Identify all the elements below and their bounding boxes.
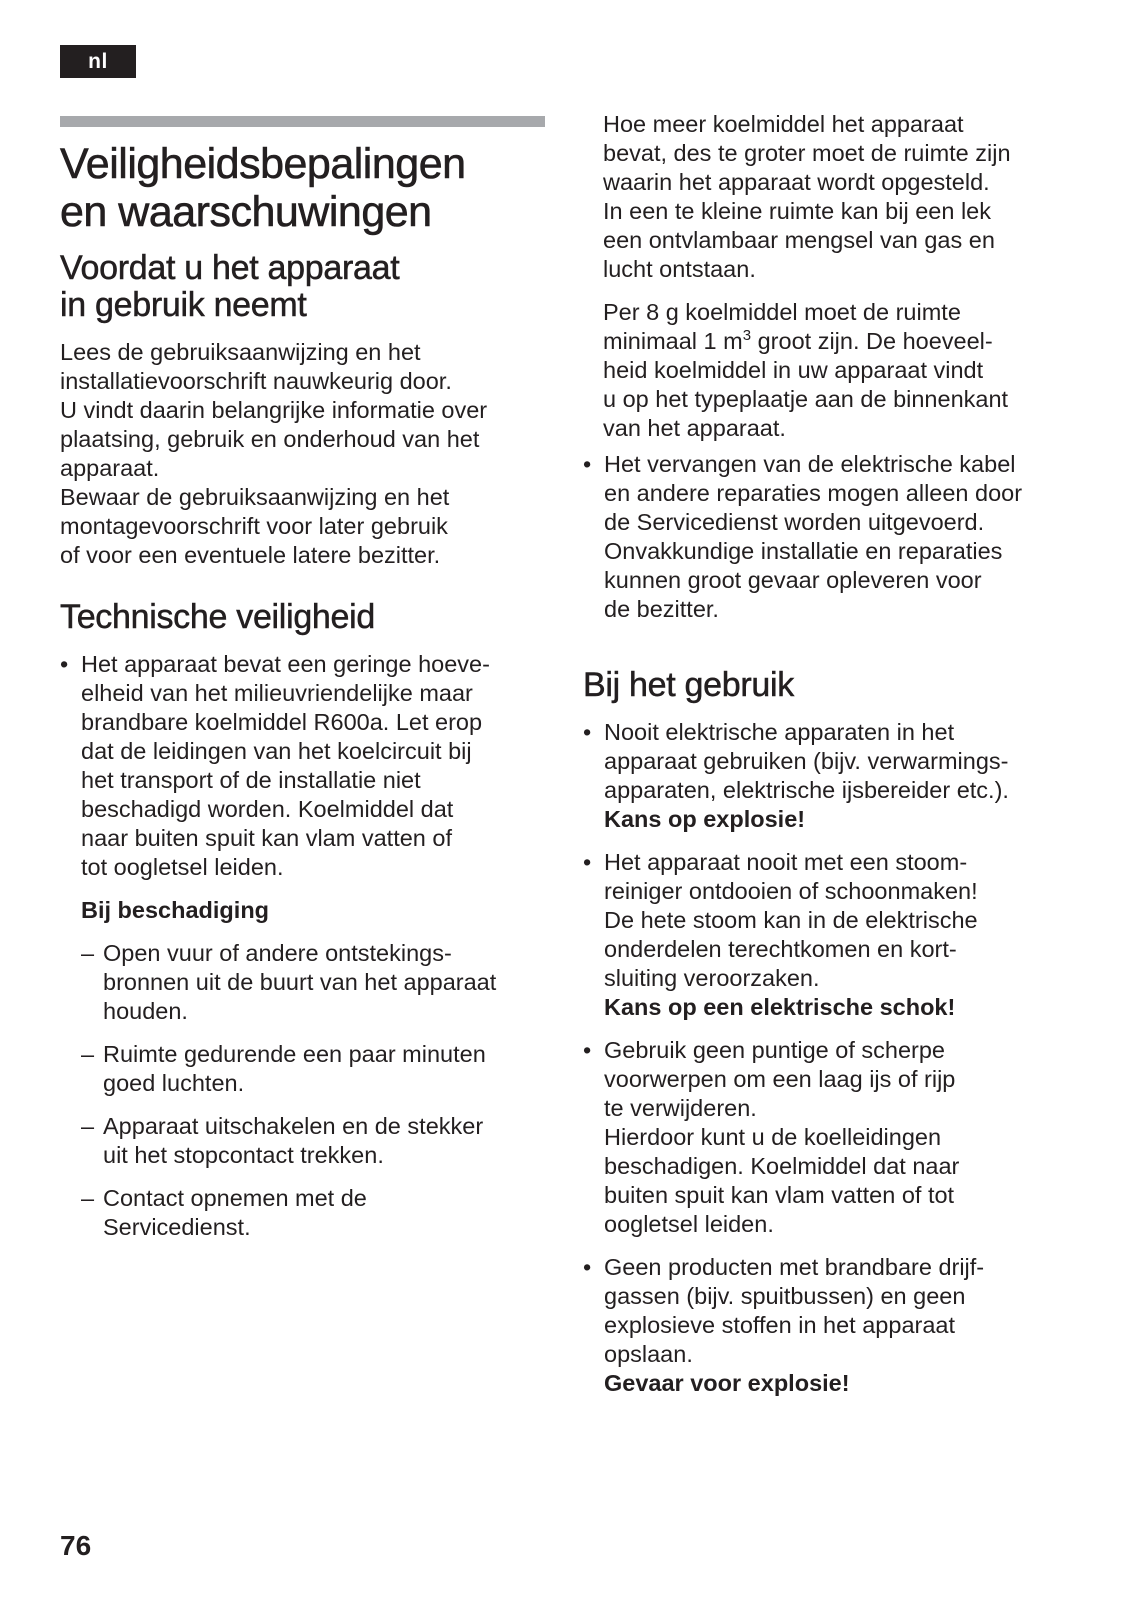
language-tag: nl [60, 45, 136, 78]
list-item [583, 1253, 1073, 1398]
section-rule [60, 116, 545, 127]
list-item-text: Apparaat uitschakelen en de stekker uit het stopcontact trekken. [103, 1113, 484, 1168]
list-item [81, 1184, 545, 1242]
list-item-text: Contact opnemen met de Servicedienst. [103, 1185, 367, 1240]
list-item [583, 450, 1073, 624]
bullet-icon: • [60, 651, 69, 677]
technical-safety-list [60, 650, 545, 882]
list-item [60, 650, 545, 882]
before-use-text: Lees de gebruiksaanwijzing en het installatievoorschrift nauwkeurig door. U vindt daarin belangrijke informatie over plaatsing, gebruik en onderhoud van het apparaat. Bewaar de gebruiksaanwijzing en het montagevoorschrift voor later gebruik of voor een eventuele latere bezitter. [60, 339, 488, 568]
bullet-icon: • [583, 451, 592, 477]
during-use-list [583, 718, 1073, 1398]
page-number: 76 [60, 1530, 92, 1561]
warning-text: Kans op een elektrische schok! [604, 994, 956, 1020]
list-item-text: Het apparaat nooit met een stoom- reiniger ontdooien of schoonmaken! De hete stoom kan in de elektrische onderdelen terechtkomen en kort- sluiting veroorzaken. [604, 849, 978, 991]
list-item-text: Het vervangen van de elektrische kabel en andere reparaties mogen alleen door de Servicedienst worden uitgevoerd. Onvakkundige installatie en reparaties kunnen groot gevaar opleveren voor de bezitter. [604, 451, 1023, 622]
bullet-icon: • [583, 1254, 592, 1280]
list-item [583, 1036, 1073, 1239]
list-item-text: Het apparaat bevat een geringe hoeve- elheid van het milieuvriendelijke maar brandbare koelmiddel R600a. Let erop dat de leidingen van het koelcircuit bij het transport of de installatie niet beschadigd worden. Koelmiddel dat naar buiten spuit kan vlam vatten of tot oogletsel leiden. [81, 651, 490, 880]
list-item-text: Nooit elektrische apparaten in het apparaat gebruiken (bijv. verwarmings- apparaten, elektrische ijsbereider etc.). [604, 719, 1009, 803]
list-item [583, 848, 1073, 1022]
superscript: 3 [742, 327, 752, 344]
technical-safety-block [60, 650, 545, 1242]
warning-text: Gevaar voor explosie! [604, 1370, 850, 1396]
warning-text: Kans op explosie! [604, 806, 806, 832]
dash-icon: – [81, 1113, 95, 1139]
during-use-heading: Bij het gebruik [583, 666, 794, 704]
technical-safety-continued [603, 110, 1073, 457]
bullet-icon: • [583, 849, 592, 875]
damage-steps-list [60, 939, 545, 1242]
list-item [583, 718, 1073, 834]
list-item [81, 939, 545, 1026]
page-title: Veiligheidsbepalingen en waarschuwingen [60, 140, 466, 236]
list-item-text: Geen producten met brandbare drijf- gassen (bijv. spuitbussen) en geen explosieve stoffen in het apparaat opslaan. [604, 1254, 985, 1367]
dash-icon: – [81, 1041, 95, 1067]
list-item [81, 1112, 545, 1170]
list-item-text: Gebruik geen puntige of scherpe voorwerpen om een laag ijs of rijp te verwijderen. Hierdoor kunt u de koelleidingen beschadigen. Koelmiddel dat naar buiten spuit kan vlam vatten of tot oogletsel leiden. [604, 1037, 960, 1237]
repair-list [583, 450, 1073, 624]
before-use-heading: Voordat u het apparaat in gebruik neemt [60, 249, 400, 324]
dash-icon: – [81, 1185, 95, 1211]
room-volume-text: Per 8 g koelmiddel moet de ruimte minimaal 1 $m^3$ groot zijn. De hoeveel- heid koelmiddel in uw apparaat vindt u op het typeplaatje aan de binnenkant van het apparaat. [603, 299, 1009, 441]
bullet-icon: • [583, 719, 592, 745]
list-item [81, 1040, 545, 1098]
list-item-text: Ruimte gedurende een paar minuten goed luchten. [103, 1041, 486, 1096]
technical-safety-heading: Technische veiligheid [60, 598, 376, 636]
bullet-icon: • [583, 1037, 592, 1063]
list-item-text: Open vuur of andere ontstekings- bronnen uit de buurt van het apparaat houden. [103, 940, 497, 1024]
damage-heading: Bij beschadiging [81, 897, 270, 923]
room-size-text: Hoe meer koelmiddel het apparaat bevat, des te groter moet de ruimte zijn waarin het apparaat wordt opgesteld. In een te kleine ruimte kan bij een lek een ontvlambaar mengsel van gas en lucht ontstaan. [603, 111, 1011, 282]
during-use-block [583, 718, 1073, 1398]
dash-icon: – [81, 940, 95, 966]
